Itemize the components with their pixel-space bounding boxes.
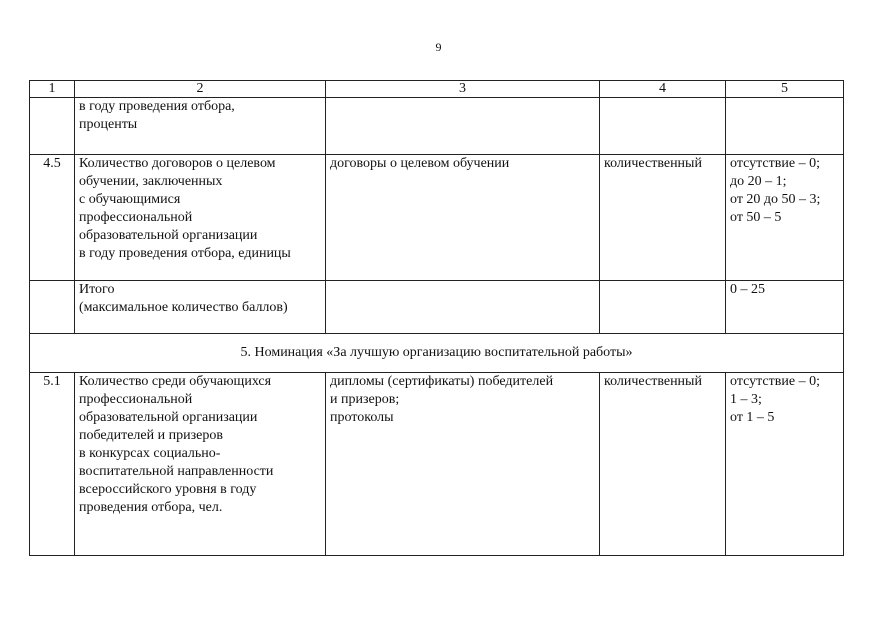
type-cell (600, 281, 726, 334)
type-cell (600, 98, 726, 155)
table-row (30, 155, 844, 281)
row-number: 5.1 (30, 373, 75, 556)
scoring-cell: отсутствие – 0; до 20 – 1; от 20 до 50 – 3; от 50 – 5 (726, 155, 844, 281)
column-header: 2 (75, 81, 326, 98)
table-row (30, 373, 844, 556)
indicator-cell: в году проведения отбора, проценты (75, 98, 326, 155)
section-title: 5. Номинация «За лучшую организацию воспитательной работы» (30, 334, 844, 373)
indicator-cell: Количество договоров о целевом обучении, заключенных с обучающимися профессиональной образовательной организации в году проведения отбора, единицы (75, 155, 326, 281)
scoring-cell (726, 98, 844, 155)
row-number (30, 281, 75, 334)
scoring-cell: отсутствие – 0; 1 – 3; от 1 – 5 (726, 373, 844, 556)
row-number (30, 98, 75, 155)
source-cell: дипломы (сертификаты) победителей и призеров; протоколы (326, 373, 600, 556)
scoring-cell: 0 – 25 (726, 281, 844, 334)
table-row (30, 98, 844, 155)
source-cell (326, 281, 600, 334)
source-cell: договоры о целевом обучении (326, 155, 600, 281)
column-header: 1 (30, 81, 75, 98)
type-cell: количественный (600, 373, 726, 556)
page-number: 9 (435, 40, 442, 54)
table-row-total (30, 281, 844, 334)
table-header-row (30, 81, 844, 98)
criteria-table (29, 80, 844, 556)
section-title-row (30, 334, 844, 373)
source-cell (326, 98, 600, 155)
type-cell: количественный (600, 155, 726, 281)
column-header: 4 (600, 81, 726, 98)
column-header: 5 (726, 81, 844, 98)
indicator-cell: Итого (максимальное количество баллов) (75, 281, 326, 334)
column-header: 3 (326, 81, 600, 98)
indicator-cell: Количество среди обучающихся профессиональной образовательной организации победителей и призеров в конкурсах социально- воспитательной направленности всероссийского уровня в году проведения отбора, чел. (75, 373, 326, 556)
row-number: 4.5 (30, 155, 75, 281)
